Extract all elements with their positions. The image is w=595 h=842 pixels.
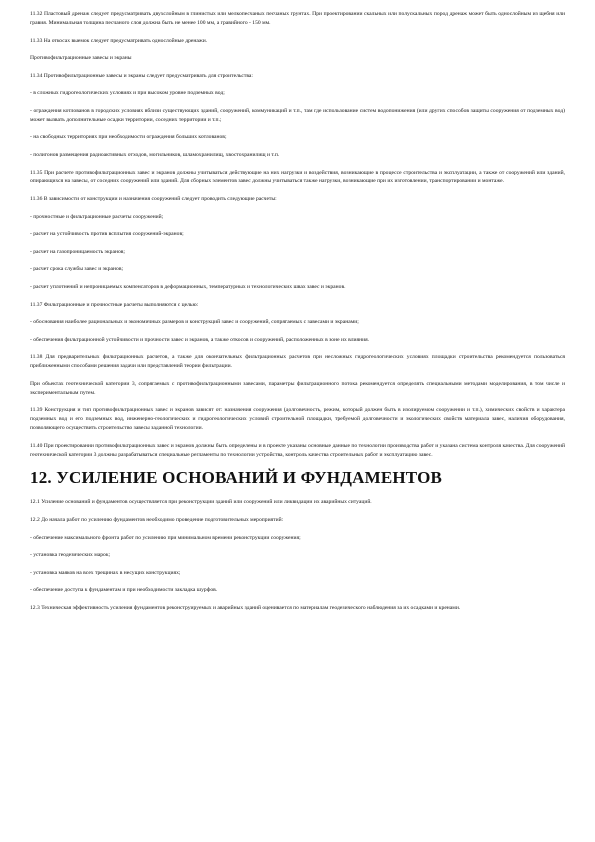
paragraph: - полигонов размещения радиоактивных отходов, могильников, шламохранилищ, хвостохранилищ и т.п. [30, 151, 280, 158]
paragraph: 12.3 Техническая эффективность усиления фундаментов реконструируемых и аварийных зданий оценивается по материалам геодезического наблюдения за их осадками и кренами. [30, 604, 461, 611]
paragraph: - прочностные и фильтрационные расчеты сооружений; [30, 213, 164, 220]
paragraph: - установка маяков на всех трещинах в несущих конструкциях; [30, 569, 181, 576]
paragraph: - расчет срока службы завес и экранов; [30, 266, 124, 273]
section-12-body [30, 498, 565, 612]
paragraph: - расчет уплотнений и непроницаемых компенсаторов в деформационных, температурных и технологических швах завес и экранов. [30, 284, 346, 291]
paragraph: 11.32 Пластовый дренаж следует предусматривать двухслойным в глинистых или мелкопесчаных песчаных грунтах. При проектировании скальных или полускальных пород дренаж может быть однослойным из щебня или гравия. Минимальная толщина песчаного слоя должна быть не менее 100 мм, а гравийного - 150 мм. [30, 11, 565, 26]
section-11-continued [30, 10, 565, 460]
paragraph: - ограждения котлованов в городских условиях вблизи существующих зданий, сооружений, коммуникаций и т.п., там где использование систем водопонижения (или других способов защиты сооружения от подземных вод) может вызвать дополнительные осадки территории, соседних территории и т.п.; [30, 107, 565, 123]
paragraph: - расчет на газопроницаемость экранов; [30, 248, 125, 255]
paragraph: - в сложных гидрогеологических условиях и при высоком уровне подземных вод; [30, 90, 225, 97]
paragraph: 11.36 В зависимости от конструкции и назначения сооружений следует проводить следующие расчеты: [30, 196, 277, 203]
paragraph: 12.1 Усиление оснований и фундаментов осуществляется при реконструкции зданий или сооружений или ликвидации их аварийных ситуаций. [30, 499, 372, 506]
paragraph: 11.40 При проектировании противофильтрационных завес и экранов должны быть определены и в проекте указаны основные данные по технологии производства работ и указана система контроля качества. Для сооружений геотехнической категории 3 должны разрабатываться специальные регламенты по технологии устройства, контроль качества строительных работ и эксплуатацию завес. [30, 442, 565, 458]
paragraph: - обоснования наиболее рациональных и экономичных размеров и конструкций завес и сооружений, сопрягаемых с завесами и экранами; [30, 319, 359, 326]
paragraph: - на свободных территориях при необходимости ограждения больших котлованов; [30, 134, 227, 141]
paragraph: 11.38 Для предварительных фильтрационных расчетов, а также для окончательных фильтрационных расчетов при несложных гидрогеологических условиях площадки строительства рекомендуется пользоваться приближенными способами решения задачи или представлений теории фильтрации. [30, 354, 565, 370]
paragraph: 12.2 До начала работ по усилению фундаментов необходимо проведение подготовительных мероприятий: [30, 516, 284, 523]
paragraph: Противофильтрационные завесы и экраны [30, 55, 132, 62]
paragraph: - обеспечения фильтрационной устойчивости и прочности завес и экранов, а также откосов и сооружений, расположенных в зоне их влияния. [30, 336, 370, 343]
paragraph: - установка геодезических марок; [30, 552, 111, 559]
paragraph: 11.39 Конструкция и тип противофильтрационных завес и экранов зависят от: назначения сооружения (долговечность, режим, который должен быть в изолируемом сооружении и т.п.), химических свойств и характера подземных вод и его подземных вод, инженерно-геологических и гидрогеологических условий строительной площадки, требуемой долговечности и экологических свойств материала завес, наличия оборудования, позволяющего осуществить строительство завесы заданной технологии. [30, 407, 565, 432]
paragraph: 11.35 При расчете противофильтрационных завес и экранов должны учитываться действующие на них нагрузки и воздействия, возникающие в процессе строительства и эксплуатации, а также от сооружений или зданий, опирающихся на завесы, от соседних сооружений или зданий. Для сборных элементов завес должны учитываться также нагрузки, возникающие при их изготовлении, транспортировании и монтаже. [30, 169, 565, 185]
paragraph: - обеспечение максимального фронта работ по усилению при минимальном времени реконструкции сооружения; [30, 534, 301, 541]
paragraph: - обеспечение доступа к фундаментам и при необходимости закладка шурфов. [30, 587, 218, 594]
paragraph: 11.33 На откосах выемок следует предусматривать однослойные дренажи. [30, 37, 208, 44]
paragraph: 11.37 Фильтрационные и прочностные расчеты выполняются с целью: [30, 301, 199, 308]
paragraph: - расчет на устойчивость против всплытия сооружений-экранов; [30, 231, 184, 238]
paragraph: При объектах геотехнической категории 3, сопрягаемых с противофильтрационными завесами, параметры фильтрационного потока рекомендуется определять специальными методами моделирования, в том числе и экспериментальным путем. [30, 380, 565, 396]
section-heading: 12. УСИЛЕНИЕ ОСНОВАНИЙ И ФУНДАМЕНТОВ [30, 468, 443, 488]
paragraph: 11.34 Противофильтрационные завесы и экраны следует предусматривать для строительства: [30, 72, 253, 79]
